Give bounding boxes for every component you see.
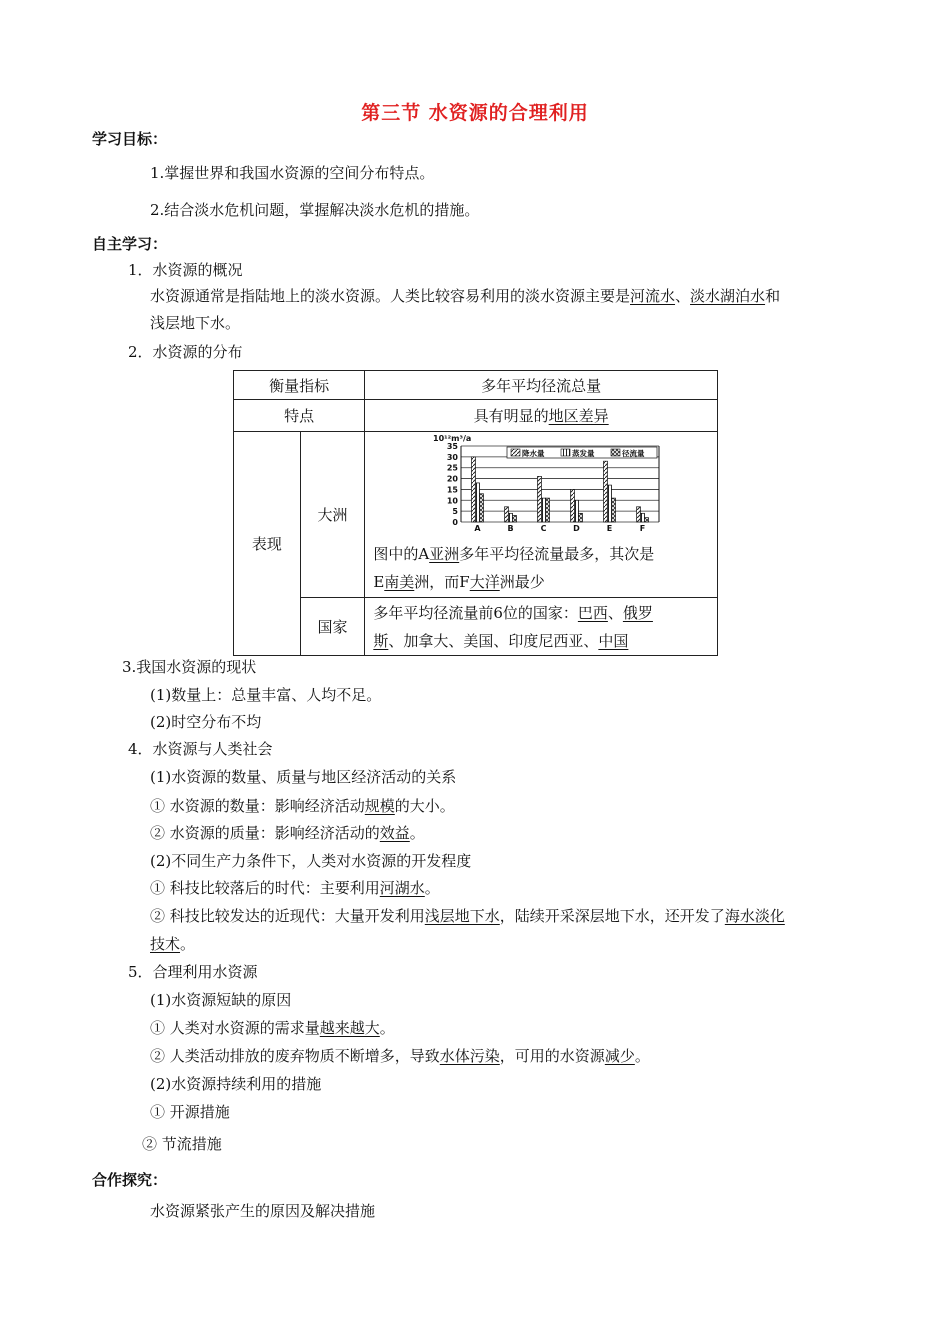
text: 特点 [284, 407, 315, 425]
text: ② 人类活动排放的废弃物质不断增多，导致 [150, 1047, 440, 1065]
section-3-item-2: (2)时空分布不均 [150, 713, 262, 731]
answer-russia-part1: 俄罗 [622, 603, 653, 622]
legend-label: 径流量 [622, 449, 645, 458]
table-cell-performance-label [234, 432, 301, 656]
text: ② 科技比较发达的近现代：大量开发利用 [150, 907, 425, 925]
bar-F-series-0 [637, 507, 641, 522]
table-cell-indicator-value [365, 371, 718, 400]
text: ② 水资源的质量：影响经济活动的 [150, 824, 380, 842]
legend-swatch [561, 449, 570, 456]
bar-D-series-1 [575, 500, 579, 522]
section-4-a1 [150, 795, 455, 817]
country-text-line2 [373, 627, 717, 655]
text: 、 [607, 603, 623, 622]
text: 。 [424, 879, 440, 897]
text: ，可用的水资源 [499, 1047, 605, 1065]
x-tick-label: B [507, 524, 514, 533]
section-2-title: 2．水资源的分布 [128, 343, 243, 361]
answer-lake-water: 淡水湖泊水 [690, 287, 766, 305]
answer-benefit: 效益 [379, 824, 410, 842]
bar-A-series-1 [476, 483, 480, 522]
text: 大洲 [317, 506, 348, 524]
text: 表现 [251, 535, 282, 553]
text: 的大小。 [394, 797, 455, 815]
goal-item-2: 2.结合淡水危机问题，掌握解决淡水危机的措施。 [150, 201, 480, 219]
text: ① 科技比较落后的时代：主要利用 [150, 879, 380, 897]
section-5-a2 [150, 1045, 650, 1067]
coop-text: 水资源紧张产生的原因及解决措施 [150, 1202, 376, 1220]
x-tick-label: C [540, 524, 547, 533]
answer-south-america: 南美 [384, 573, 415, 591]
text: ① 人类对水资源的需求量 [150, 1019, 320, 1037]
bar-F-series-2 [645, 518, 649, 522]
table-cell-feature-label [234, 400, 365, 432]
section-4-b: (2)不同生产力条件下，人类对水资源的开发程度 [150, 852, 472, 870]
text: 。 [180, 935, 196, 953]
goals-heading: 学习目标： [92, 130, 168, 148]
section-3-item-1: (1)数量上：总量丰富、人均不足。 [150, 686, 382, 704]
continent-text-line2 [373, 568, 717, 596]
section-5-b: (2)水资源持续利用的措施 [150, 1075, 322, 1093]
section-4-title: 4．水资源与人类社会 [128, 740, 273, 758]
text: ① 水资源的数量：影响经济活动 [150, 797, 365, 815]
page-title: 第三节 水资源的合理利用 [361, 102, 589, 124]
bar-D-series-2 [579, 513, 583, 522]
bar-C-series-0 [538, 476, 542, 522]
country-text-line1 [373, 599, 717, 627]
runoff-bar-chart [433, 434, 663, 540]
y-tick-label: 15 [447, 485, 459, 495]
y-tick-label: 35 [447, 442, 459, 451]
answer-russia-part2: 斯 [373, 631, 389, 650]
answer-increasing: 越来越大 [319, 1019, 380, 1037]
section-5-a: (1)水资源短缺的原因 [150, 991, 292, 1009]
self-study-heading: 自主学习： [92, 235, 168, 253]
answer-brazil: 巴西 [577, 603, 608, 622]
bar-D-series-0 [571, 489, 575, 522]
text: 衡量指标 [269, 376, 330, 395]
answer-oceania: 大洋 [469, 573, 500, 591]
bar-E-series-2 [612, 498, 616, 522]
bar-C-series-1 [542, 498, 546, 522]
x-tick-label: F [640, 524, 646, 533]
text: 水资源通常是指陆地上的淡水资源。人类比较容易利用的淡水资源主要是 [150, 287, 631, 305]
text: E [373, 573, 385, 591]
answer-scale: 规模 [364, 797, 395, 815]
text: 。 [634, 1047, 650, 1065]
table-cell-country-label [300, 598, 365, 656]
continent-text-line1 [373, 540, 717, 568]
section-1-title: 1．水资源的概况 [128, 261, 243, 279]
y-tick-label: 10 [447, 496, 459, 506]
coop-heading: 合作探究： [92, 1171, 168, 1189]
legend-label: 蒸发量 [572, 449, 595, 458]
y-tick-label: 30 [447, 452, 459, 462]
section-4-a2 [150, 822, 425, 844]
y-tick-label: 20 [447, 474, 459, 484]
text: 图中的A [373, 545, 430, 563]
text: 多年平均径流量最多，其次是 [459, 545, 655, 563]
table-cell-feature-value [365, 400, 718, 432]
bar-A-series-2 [480, 494, 484, 522]
section-1-paragraph-cont: 浅层地下水。 [150, 314, 241, 332]
section-5-title: 5．合理利用水资源 [128, 963, 258, 981]
text: 、加拿大、美国、印度尼西亚、 [388, 631, 599, 650]
text: 多年平均径流量前6位的国家： [373, 603, 578, 622]
legend-swatch [611, 449, 620, 456]
answer-river-lake-water: 河湖水 [379, 879, 425, 897]
bar-B-series-2 [513, 515, 517, 522]
text: 、 [675, 287, 691, 305]
text: 。 [409, 824, 425, 842]
answer-decrease: 减少 [604, 1047, 635, 1065]
y-axis-label: 10¹²m³/a [433, 434, 472, 443]
text: 国家 [317, 618, 348, 636]
section-5-b1: ① 开源措施 [150, 1103, 230, 1121]
y-tick-label: 25 [447, 463, 459, 473]
x-tick-label: D [573, 524, 581, 533]
table-cell-continent-content [365, 432, 718, 598]
bar-F-series-1 [641, 513, 645, 522]
section-5-a1 [150, 1017, 395, 1039]
y-tick-label: 5 [452, 507, 459, 517]
answer-water-pollution: 水体污染 [439, 1047, 500, 1065]
section-4-b2-cont [150, 933, 195, 955]
answer-river-water: 河流水 [630, 287, 676, 305]
text: 洲，而F [414, 573, 470, 591]
text: ，陆续开采深层地下水，还开发了 [499, 907, 725, 925]
legend-label: 降水量 [522, 449, 545, 458]
section-4-b1 [150, 877, 440, 899]
text: 具有明显的 [473, 407, 549, 425]
section-4-b2 [150, 905, 785, 927]
answer-regional-difference: 地区差异 [548, 407, 609, 425]
answer-china: 中国 [598, 631, 629, 650]
x-tick-label: E [607, 524, 613, 533]
text: 洲最少 [499, 573, 545, 591]
bar-C-series-2 [546, 498, 550, 522]
distribution-table [233, 370, 718, 656]
x-tick-label: A [474, 524, 481, 533]
section-3-title: 3.我国水资源的现状 [122, 658, 257, 676]
section-5-b2: ② 节流措施 [142, 1135, 222, 1153]
bar-B-series-1 [509, 513, 513, 522]
table-cell-country-content [365, 598, 718, 656]
text: 和 [765, 287, 781, 305]
section-4-a: (1)水资源的数量、质量与地区经济活动的关系 [150, 768, 457, 786]
y-tick-label: 0 [452, 518, 459, 527]
bar-E-series-1 [608, 485, 612, 522]
goal-item-1: 1.掌握世界和我国水资源的空间分布特点。 [150, 164, 435, 182]
bar-A-series-0 [472, 457, 476, 522]
text: 多年平均径流总量 [481, 376, 602, 395]
table-cell-continent-label [300, 432, 365, 598]
answer-desalination: 海水淡化 [724, 907, 785, 925]
bar-B-series-0 [505, 507, 509, 522]
legend-swatch [511, 449, 520, 456]
section-1-paragraph [150, 285, 780, 307]
answer-asia: 亚洲 [429, 545, 460, 563]
table-cell-indicator-label [234, 371, 365, 400]
text: 。 [379, 1019, 395, 1037]
answer-technology: 技术 [150, 935, 181, 953]
answer-shallow-groundwater: 浅层地下水 [424, 907, 500, 925]
bar-E-series-0 [604, 461, 608, 522]
